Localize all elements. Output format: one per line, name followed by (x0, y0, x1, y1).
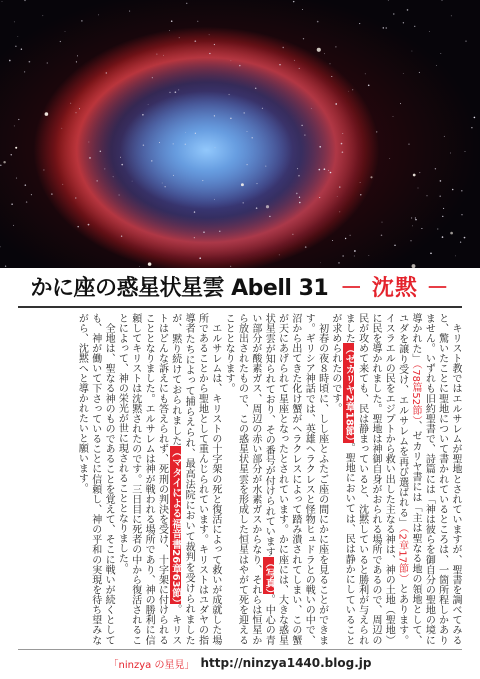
star-dot (441, 0, 442, 1)
star-dot (89, 157, 91, 159)
star-dot (464, 237, 466, 239)
star-dot (305, 246, 307, 248)
star-dot (421, 228, 422, 229)
star-dot (171, 20, 173, 22)
star-dot (440, 53, 441, 54)
star-dot (394, 245, 395, 246)
star-dot (429, 31, 430, 32)
verse-reference: （78篇52節） (409, 364, 421, 421)
star-dot (400, 103, 401, 104)
star-dot (165, 186, 166, 187)
star-dot (243, 112, 245, 114)
article-text (18, 313, 462, 645)
star-dot (360, 182, 361, 183)
star-dot (186, 3, 187, 4)
star-dot (279, 255, 280, 256)
article-paragraph (329, 313, 462, 645)
star-dot (60, 41, 61, 42)
star-dot (320, 262, 321, 263)
star-dot (230, 266, 231, 267)
star-dot (241, 183, 244, 186)
star-dot (303, 38, 304, 39)
star-dot (311, 108, 312, 109)
star-dot (342, 133, 343, 134)
star-dot (294, 60, 295, 61)
star-dot (368, 255, 369, 256)
star-dot (51, 193, 52, 194)
star-dot (43, 169, 44, 170)
star-dot (62, 184, 63, 185)
nebula-photo (0, 0, 480, 268)
star-dot (335, 103, 337, 105)
star-dot (214, 44, 215, 45)
star-dot (3, 161, 5, 163)
star-dot (9, 60, 11, 62)
star-dot (376, 131, 377, 132)
star-dot (382, 222, 383, 223)
star-dot (317, 48, 321, 52)
star-dot (352, 89, 353, 90)
star-dot (26, 201, 27, 202)
paragraph-text: とあります。イスラエルの民をエジプトから救い出した主なる神は、神の土地（聖地）に民を導かれました。聖地は神御自身がおられる場所であるので、周辺の民が攻めて来ても、民は静まっていると、沈黙していると勝利が与えられました (343, 313, 408, 645)
star-dot (5, 266, 6, 267)
star-dot (29, 61, 31, 63)
star-dot (151, 160, 152, 161)
star-dot (209, 53, 210, 54)
highlighted-reference: （ゼカリヤ2章18節） (343, 344, 355, 442)
star-dot (393, 116, 394, 117)
star-dot (269, 216, 270, 217)
paragraph-text: キリスト教ではエルサレムが聖地とされていますが、聖書を調べてみると、驚いたことに聖地について書かれているところは、一箇所程しかありません。いずれも旧約聖書で、詩篇には「神は彼らを御自分の聖地の境に導かれた」 (409, 313, 461, 645)
star-dot (152, 77, 153, 78)
star-dot (299, 68, 300, 69)
star-dot (173, 175, 174, 176)
paragraph-text: 。聖地においては、民は静かにしていることが求められたのです。 (329, 313, 355, 645)
star-dot (279, 64, 280, 65)
star-dot (0, 165, 1, 166)
star-dot (317, 21, 319, 23)
star-dot (412, 225, 413, 226)
star-dot (265, 166, 266, 167)
star-dot (444, 136, 445, 137)
star-dot (319, 169, 321, 171)
star-dot (76, 61, 77, 62)
star-dot (113, 176, 114, 177)
star-dot (89, 142, 90, 143)
star-dot (42, 15, 43, 16)
star-dot (338, 262, 339, 263)
star-dot (407, 9, 409, 11)
paragraph-text: エルサレムは、キリストの十字架の死と復活によって救いが成就した場所であることから聖地として重んじられています。キリストはユダヤの指導者たちによって捕らえられ、最高法院において裁判を受けられましたが、黙り続けておられました (169, 313, 221, 645)
star-dot (199, 257, 201, 259)
star-dot (98, 15, 99, 16)
star-dot (197, 21, 198, 22)
star-dot (156, 54, 157, 55)
star-dot (203, 231, 204, 232)
star-dot (292, 234, 293, 235)
star-dot (365, 73, 366, 74)
star-dot (293, 1, 294, 2)
star-dot (342, 151, 344, 153)
star-dot (247, 131, 248, 132)
star-dot (81, 20, 82, 21)
star-dot (159, 142, 160, 143)
article-body (18, 313, 462, 645)
star-dot (24, 71, 25, 72)
star-dot (296, 193, 298, 195)
star-dot (330, 63, 331, 64)
star-dot (461, 214, 462, 215)
star-dot (262, 108, 263, 109)
star-dot (162, 183, 163, 184)
star-dot (21, 49, 22, 50)
title-divider (18, 306, 462, 308)
footer-divider (18, 649, 462, 650)
star-dot (31, 194, 32, 195)
star-dot (47, 63, 48, 64)
title-row (0, 268, 480, 304)
star-dot (301, 125, 302, 126)
star-dot (370, 176, 372, 178)
star-dot (383, 27, 385, 29)
star-dot (403, 22, 404, 23)
star-dot (381, 234, 383, 236)
star-dot (354, 256, 355, 257)
star-dot (471, 127, 472, 128)
star-dot (411, 217, 412, 218)
star-dot (24, 0, 26, 1)
star-dot (341, 143, 343, 145)
star-dot (442, 216, 443, 217)
star-dot (70, 103, 71, 104)
star-dot (194, 237, 195, 238)
star-dot (439, 195, 441, 197)
star-dot (437, 228, 438, 229)
star-dot (419, 172, 420, 173)
star-dot (430, 253, 432, 255)
star-dot (214, 199, 215, 200)
star-dot (129, 11, 130, 12)
star-dot (169, 30, 170, 31)
star-dot (106, 72, 107, 73)
star-dot (121, 164, 123, 166)
star-dot (302, 9, 303, 10)
star-dot (282, 47, 283, 48)
star-dot (88, 224, 90, 226)
star-dot (246, 164, 247, 165)
star-dot (408, 144, 409, 145)
star-dot (14, 22, 15, 23)
star-dot (209, 34, 210, 35)
star-dot (460, 241, 461, 242)
star-dot (77, 226, 79, 228)
star-dot (465, 151, 466, 152)
star-dot (143, 144, 144, 145)
article-paragraph (222, 313, 329, 645)
star-dot (359, 23, 360, 24)
verse-reference: （2章17節） (396, 528, 408, 584)
star-dot (219, 231, 220, 232)
paragraph-text: 。中心の青い部分が酸素ガス、周辺の赤い部分が水素ガスからなり、それらは恒星から放出されたもので、この惑星状星雲を形成した恒星はやがて死を迎えることとなります。 (223, 313, 275, 645)
star-dot (11, 154, 12, 155)
star-dot (77, 55, 78, 56)
star-dot (230, 118, 231, 119)
star-dot (11, 203, 12, 204)
star-dot (252, 137, 253, 138)
star-dot (194, 211, 195, 212)
star-dot (175, 91, 177, 93)
star-dot (440, 180, 442, 182)
star-dot (104, 168, 105, 169)
star-dot (330, 172, 332, 174)
star-dot (345, 238, 346, 239)
star-dot (2, 1, 3, 2)
star-dot (435, 168, 436, 169)
star-dot (45, 112, 49, 116)
star-dot (348, 91, 349, 92)
paragraph-text: 初春の夜８時頃に、しし座とふたご座の間にかに座を見ることができます。ギリシア神話では、英雄ヘラクレスと怪物ヒュドラとの戦いの中で、沼から出てきた化け蟹がヘラクレスによって踏み潰されてしまい、この蟹が天にあげられて星座となったとされています。かに座には、大きな惑星状星雲が知られており、その番号が付けられています (263, 313, 328, 645)
star-dot (415, 217, 416, 218)
star-dot (215, 147, 216, 148)
star-dot (415, 219, 416, 220)
star-dot (97, 180, 98, 181)
star-dot (414, 26, 415, 27)
star-dot (139, 266, 140, 267)
star-dot (163, 55, 164, 56)
star-dot (419, 72, 420, 73)
star-dot (304, 135, 305, 136)
star-dot (319, 197, 320, 198)
star-dot (119, 194, 120, 195)
star-dot (389, 158, 390, 159)
star-dot (413, 174, 416, 177)
star-dot (426, 195, 427, 196)
star-dot (15, 46, 16, 47)
star-dot (142, 114, 144, 116)
article-paragraph (115, 313, 222, 645)
star-dot (299, 197, 300, 198)
star-dot (410, 240, 411, 241)
star-dot (169, 92, 170, 93)
page-title: かに座の惑星状星雲 Abell 31 (30, 275, 329, 301)
paragraph-text: 。キリストはどんな訴えにも答えられず、死刑の判決を受け、十字架に付けられることとなりました。エルサレムは神が戦われる場所であり、神の勝利に信頼してキリストは沈黙されたのです。三日目に死者の中から復活されることによって、神の栄光が世に現されることとなりました。 (116, 313, 181, 645)
star-dot (255, 88, 256, 89)
star-dot (442, 236, 444, 238)
star-dot (173, 143, 174, 144)
star-dot (331, 76, 332, 77)
star-dot (335, 46, 336, 47)
star-dot (229, 94, 230, 95)
star-dot (256, 183, 257, 184)
star-dot (17, 36, 18, 37)
star-dot (388, 0, 389, 1)
star-dot (403, 73, 404, 74)
star-dot (461, 190, 463, 192)
star-dot (194, 40, 196, 42)
star-dot (451, 15, 452, 16)
star-dot (25, 184, 27, 186)
star-dot (297, 168, 298, 169)
star-dot (368, 85, 370, 87)
star-dot (256, 207, 258, 209)
star-dot (319, 146, 321, 148)
paragraph-text: 全地は、聖なる神のものであることを覚えて、そこに戦いが続くとしても、神が働いて下さっていることに信頼し、神の平和の実現を待ち望みながら、沈黙へと導かれたいと願います。 (76, 313, 115, 645)
page-subtitle: － 沈黙 － (340, 275, 450, 301)
star-dot (450, 153, 451, 154)
star-dot (339, 186, 340, 187)
star-dot (436, 65, 437, 66)
star-dot (242, 202, 243, 203)
star-dot (298, 175, 300, 177)
star-dot (61, 128, 62, 129)
star-dot (342, 255, 343, 256)
star-dot (450, 232, 453, 235)
star-dot (76, 112, 77, 113)
star-dot (120, 157, 121, 158)
star-dot (474, 117, 476, 119)
star-dot (231, 60, 232, 61)
star-dot (418, 188, 419, 189)
star-dot (100, 151, 101, 152)
star-dot (13, 225, 14, 226)
star-dot (148, 104, 149, 105)
highlighted-reference: （写真） (263, 557, 275, 594)
star-dot (79, 108, 80, 109)
starfield (0, 0, 480, 268)
star-dot (214, 115, 215, 116)
star-dot (185, 144, 186, 145)
paragraph-text: 、ゼカリヤ書には「主は聖なる地の領地として、ユダを譲り受け、エルサレムを再び選ばれる」 (396, 313, 421, 645)
star-dot (14, 125, 15, 126)
star-dot (350, 235, 351, 236)
star-dot (185, 132, 186, 133)
star-dot (324, 168, 326, 170)
star-dot (455, 256, 456, 257)
star-dot (179, 37, 180, 38)
star-dot (465, 40, 466, 41)
star-dot (121, 236, 122, 237)
star-dot (202, 180, 203, 181)
star-dot (328, 170, 329, 171)
footer-url-link[interactable]: http://ninzya1440.blog.jp (200, 656, 372, 670)
star-dot (339, 211, 340, 212)
star-dot (332, 240, 333, 241)
star-dot (75, 197, 76, 198)
star-dot (148, 262, 152, 266)
star-dot (239, 65, 240, 66)
article-paragraph (75, 313, 115, 645)
star-dot (195, 133, 196, 134)
star-dot (360, 194, 361, 195)
star-dot (266, 205, 269, 208)
star-dot (452, 189, 454, 191)
star-dot (178, 89, 179, 90)
star-dot (15, 147, 17, 149)
star-dot (299, 202, 301, 204)
star-dot (18, 119, 19, 120)
star-dot (337, 196, 338, 197)
star-dot (16, 178, 17, 179)
highlighted-reference: （マタイによる福音書26章63節） (169, 447, 181, 604)
star-dot (443, 208, 444, 209)
star-dot (386, 27, 387, 28)
star-dot (132, 181, 133, 182)
star-dot (354, 250, 356, 252)
footer (0, 652, 480, 674)
star-dot (411, 51, 412, 52)
star-dot (324, 53, 325, 54)
star-dot (393, 13, 394, 14)
footer-site-name: 「ninzya の星見」 (108, 659, 195, 671)
star-dot (65, 31, 66, 32)
